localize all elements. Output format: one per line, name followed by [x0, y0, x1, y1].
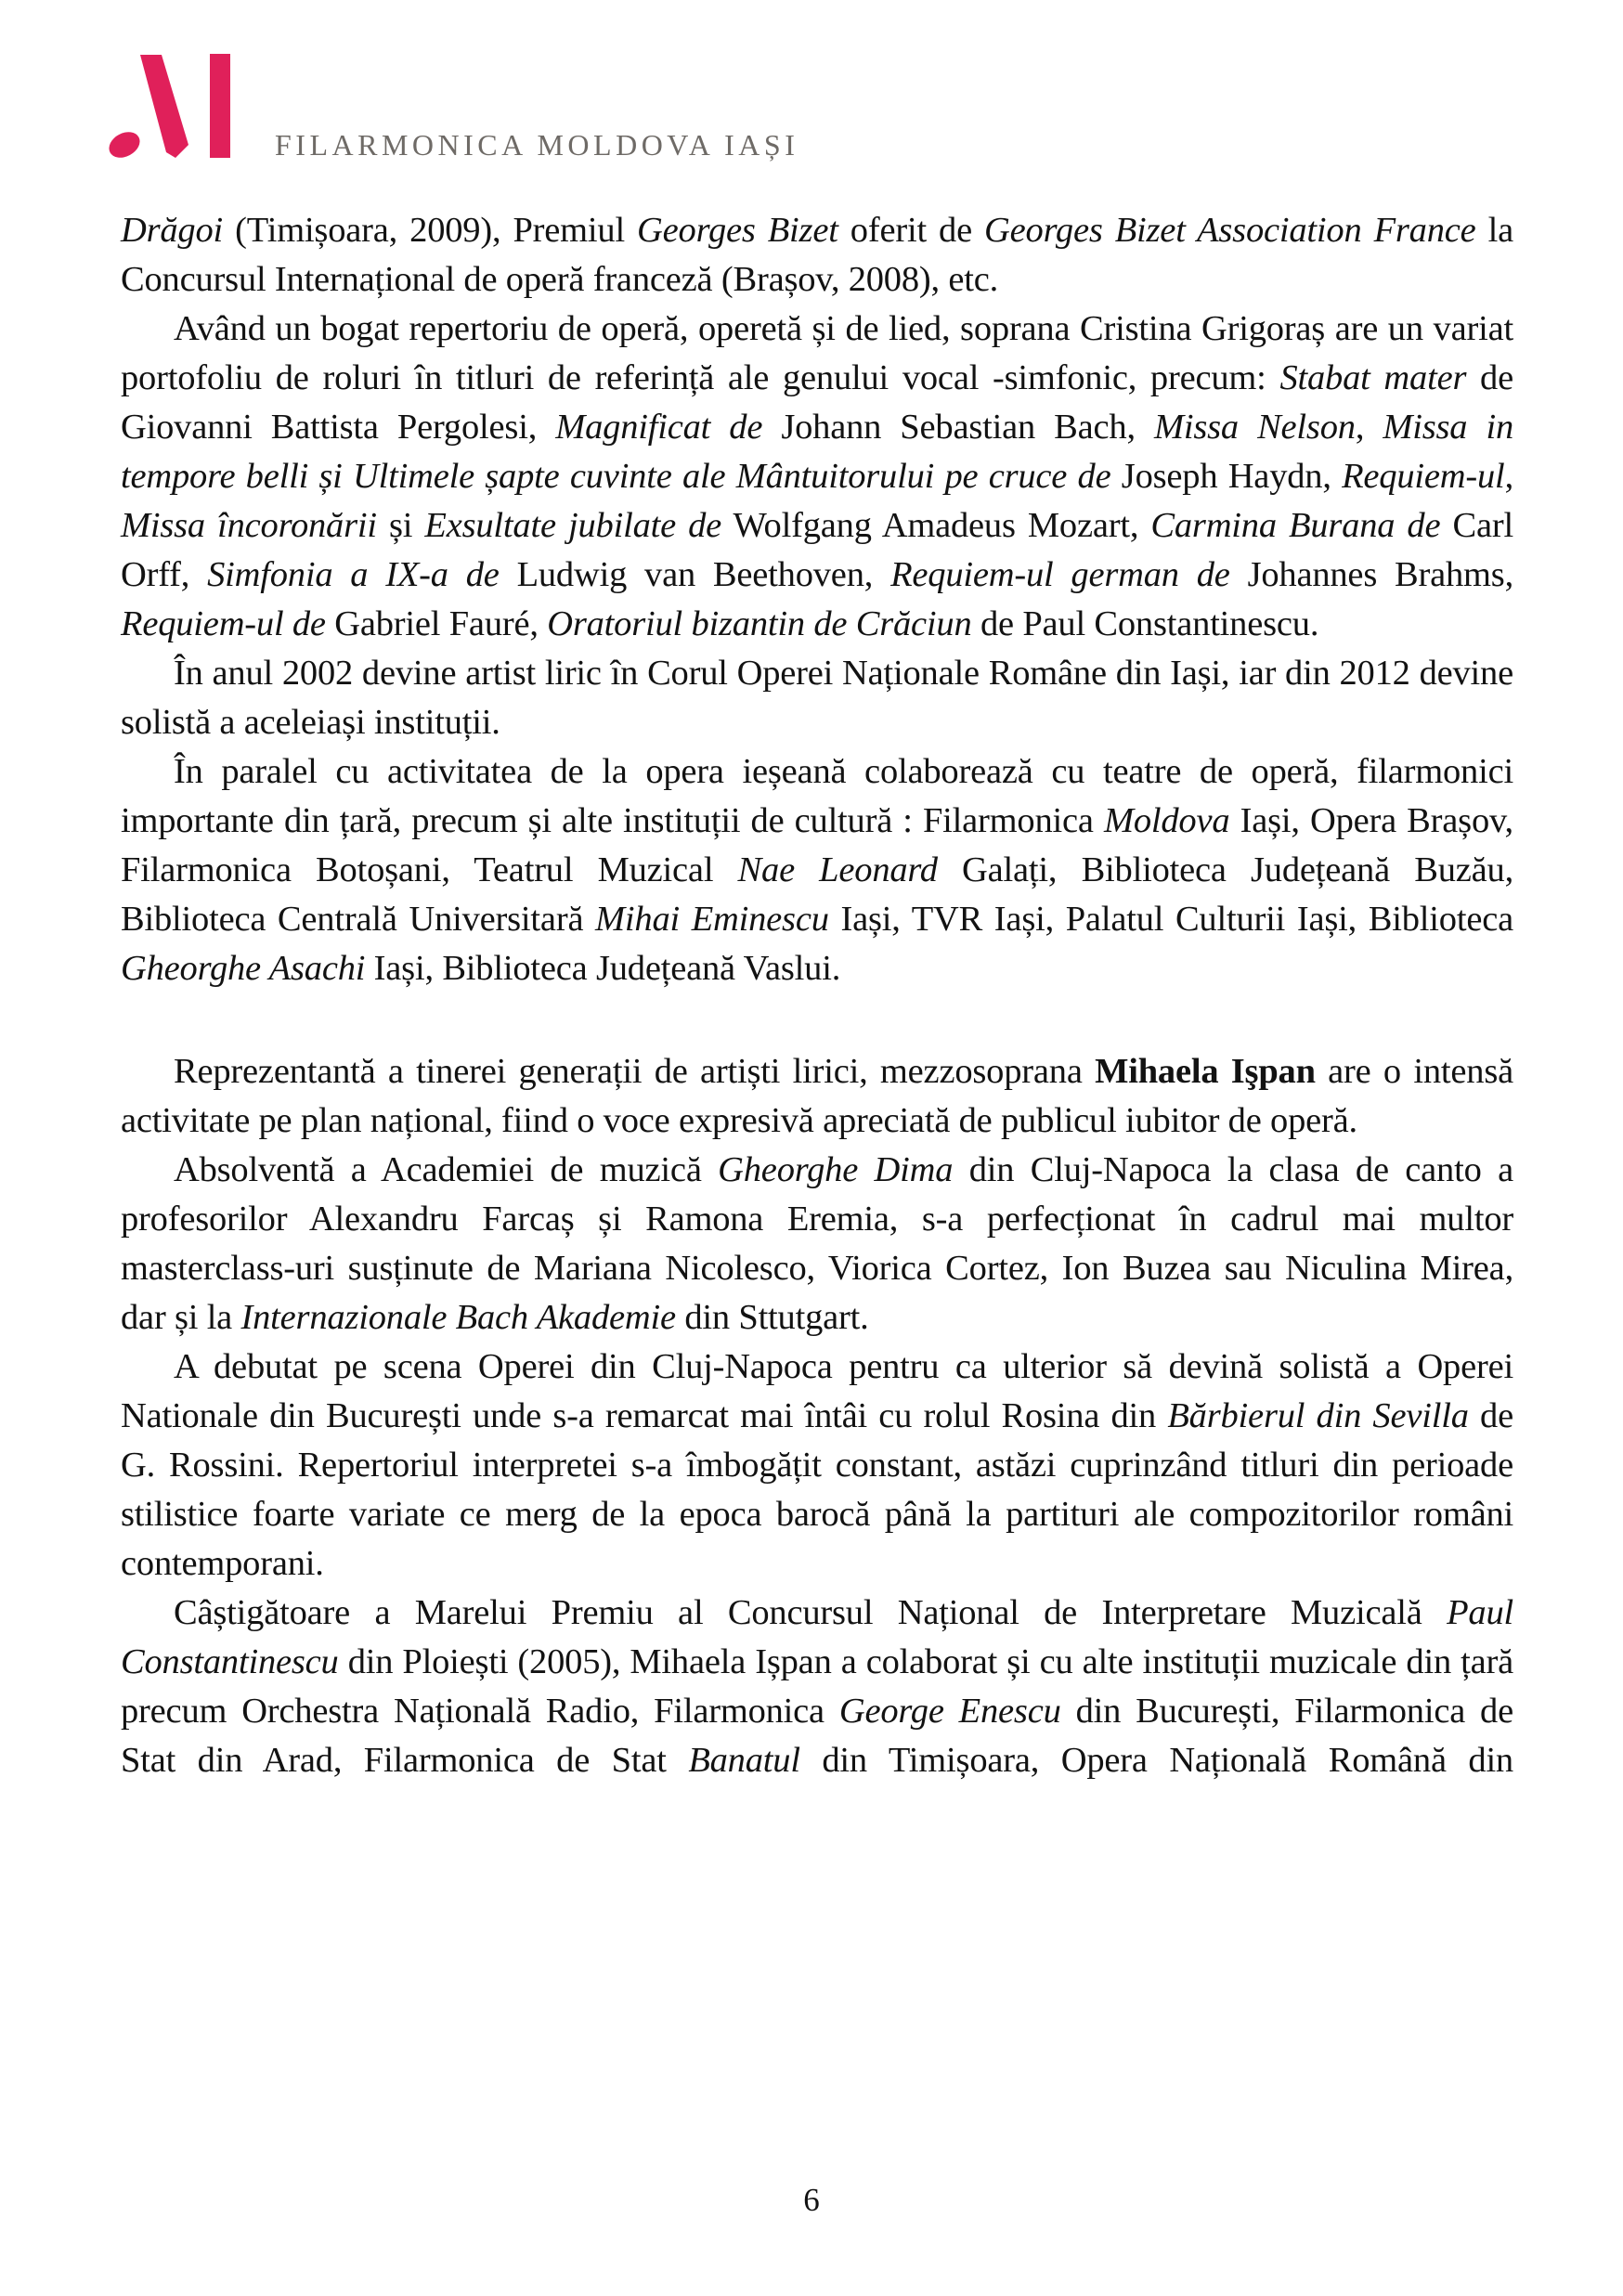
italic-run: Paul Constantinescu: [121, 1593, 1513, 1681]
italic-run: Banatul: [688, 1741, 800, 1780]
italic-run: Magnificat de: [555, 408, 763, 447]
italic-run: Georges Bizet Association France: [984, 211, 1476, 250]
italic-run: Carmina Burana de: [1150, 506, 1441, 545]
italic-run: Stabat mater: [1279, 358, 1467, 397]
italic-run: Moldova: [1103, 801, 1230, 840]
text-run: Având un bogat repertoriu de operă, operetă și de lied, soprana Cristina Grigoraș are un variat portofoliu de roluri în titluri de referință ale genului vocal -simfonic, precum:: [121, 309, 1513, 397]
text-run: Iași, TVR Iași, Palatul Culturii Iași, Biblioteca: [828, 900, 1513, 939]
text-run: A debutat pe scena Operei din Cluj-Napoca pentru ca ulterior să devină solistă a Operei Nationale din București unde s-a remarcat mai întâi cu rolul Rosina din: [121, 1347, 1513, 1435]
italic-run: Requiem-ul de: [121, 604, 326, 643]
italic-run: Requiem-ul: [1342, 457, 1505, 496]
page-number: 6: [803, 2182, 820, 2218]
logo-slant-stroke: [140, 55, 188, 158]
header-title: FILARMONICA MOLDOVA IAȘI: [275, 128, 799, 162]
text-run: Johannes Brahms,: [1229, 555, 1513, 594]
italic-run: Mihai Eminescu: [595, 900, 829, 939]
italic-run: Oratoriul bizantin de Crăciun: [547, 604, 972, 643]
text-run: are o intensă activitate pe plan național, fiind o voce expresivă apreciată de publicul iubitor de operă.: [121, 1052, 1513, 1140]
text-run: Gabriel Fauré,: [325, 604, 548, 643]
bold-run: Mihaela Işpan: [1095, 1052, 1316, 1091]
paragraph: [121, 1343, 1513, 1589]
text-run: Iași, Biblioteca Județeană Vaslui.: [365, 949, 841, 988]
italic-run: Simfonia a IX-a de: [207, 555, 500, 594]
paragraph: [121, 305, 1513, 649]
italic-run: Missa încoronării: [121, 506, 377, 545]
logo-dot: [105, 127, 145, 163]
text-run: Galați, Biblioteca Județeană Buzău, Biblioteca Centrală Universitară: [121, 850, 1513, 939]
document-body: [121, 206, 1513, 1785]
italic-run: George Enescu: [838, 1692, 1061, 1731]
text-run: Ludwig van Beethoven,: [499, 555, 891, 594]
text-run: Joseph Haydn,: [1110, 457, 1343, 496]
italic-run: Missa Nelson: [1153, 408, 1356, 447]
italic-run: Gheorghe Asachi: [121, 949, 366, 988]
text-run: de Paul Constantinescu.: [971, 604, 1319, 643]
text-run: din Ploiești (2005), Mihaela Ișpan a colaborat și cu alte instituții muzicale din țară precum Orchestra Națională Radio, Filarmonica: [121, 1642, 1513, 1731]
text-run: Câștigătoare a Marelui Premiu al Concursul Național de Interpretare Muzicală: [174, 1593, 1448, 1632]
paragraph: [121, 649, 1513, 747]
text-run: ,: [1355, 408, 1383, 447]
paragraph: [121, 206, 1513, 305]
italic-run: Missa in tempore belli și Ultimele șapte cuvinte ale Mântuitorului pe cruce de: [121, 408, 1513, 496]
text-run: de G. Rossini. Repertoriul interpretei s-a îmbogățit constant, astăzi cuprinzând titluri din perioade stilistice foarte variate ce merg de la epoca barocă până la partituri ale compozitorilor români contemporani.: [121, 1396, 1513, 1583]
text-run: din Cluj-Napoca la clasa de canto a profesorilor Alexandru Farcaș și Ramona Eremia, s-a perfecționat în cadrul mai multor masterclass-uri susținute de Mariana Nicolesco, Viorica Cortez, Ion Buzea sau Niculina Mirea, dar și la: [121, 1150, 1513, 1337]
text-run: În paralel cu activitatea de la opera ieșeană colaborează cu teatre de operă, filarmonici importante din țară, precum și alte instituții de cultură : Filarmonica: [121, 752, 1513, 840]
paragraph: [121, 1047, 1513, 1146]
text-run: ,: [1504, 457, 1513, 496]
text-run: din București, Filarmonica de Stat din Arad, Filarmonica de Stat: [121, 1692, 1513, 1780]
italic-run: Exsultate jubilate de: [424, 506, 722, 545]
filarmonica-m-logo-icon: [102, 45, 241, 170]
text-run: Wolfgang Amadeus Mozart,: [721, 506, 1151, 545]
italic-run: Drăgoi: [121, 211, 224, 250]
italic-run: Requiem-ul german de: [890, 555, 1230, 594]
text-run: din Timișoara, Opera Națională Română din: [799, 1741, 1513, 1780]
text-run: În anul 2002 devine artist liric în Corul Operei Naționale Române din Iași, iar din 2012 devine solistă a aceleiași instituții.: [121, 654, 1513, 742]
text-run: din Sttutgart.: [675, 1298, 869, 1337]
text-run: Absolventă a Academiei de muzică: [174, 1150, 719, 1189]
text-run: (Timișoara, 2009), Premiul: [223, 211, 638, 250]
paragraph: [121, 1146, 1513, 1343]
text-run: de Giovanni Battista Pergolesi,: [121, 358, 1513, 447]
text-run: și: [376, 506, 425, 545]
logo-vertical-bar: [210, 54, 230, 158]
text-run: Johann Sebastian Bach,: [762, 408, 1154, 447]
text-run: Carl Orff,: [121, 506, 1513, 594]
text-run: la Concursul Internațional de operă franceză (Brașov, 2008), etc.: [121, 211, 1514, 299]
paragraph: [121, 1589, 1513, 1785]
text-run: oferit de: [837, 211, 985, 250]
italic-run: Nae Leonard: [737, 850, 938, 889]
italic-run: Gheorghe Dima: [718, 1150, 954, 1189]
text-run: Iași, Opera Brașov, Filarmonica Botoșani, Teatrul Muzical: [121, 801, 1513, 889]
paragraph: [121, 747, 1513, 993]
text-run: Reprezentantă a tinerei generații de artiști lirici, mezzosoprana: [174, 1052, 1096, 1091]
italic-run: Georges Bizet: [637, 211, 838, 250]
italic-run: Bărbierul din Sevilla: [1167, 1396, 1469, 1435]
italic-run: Internazionale Bach Akademie: [240, 1298, 676, 1337]
